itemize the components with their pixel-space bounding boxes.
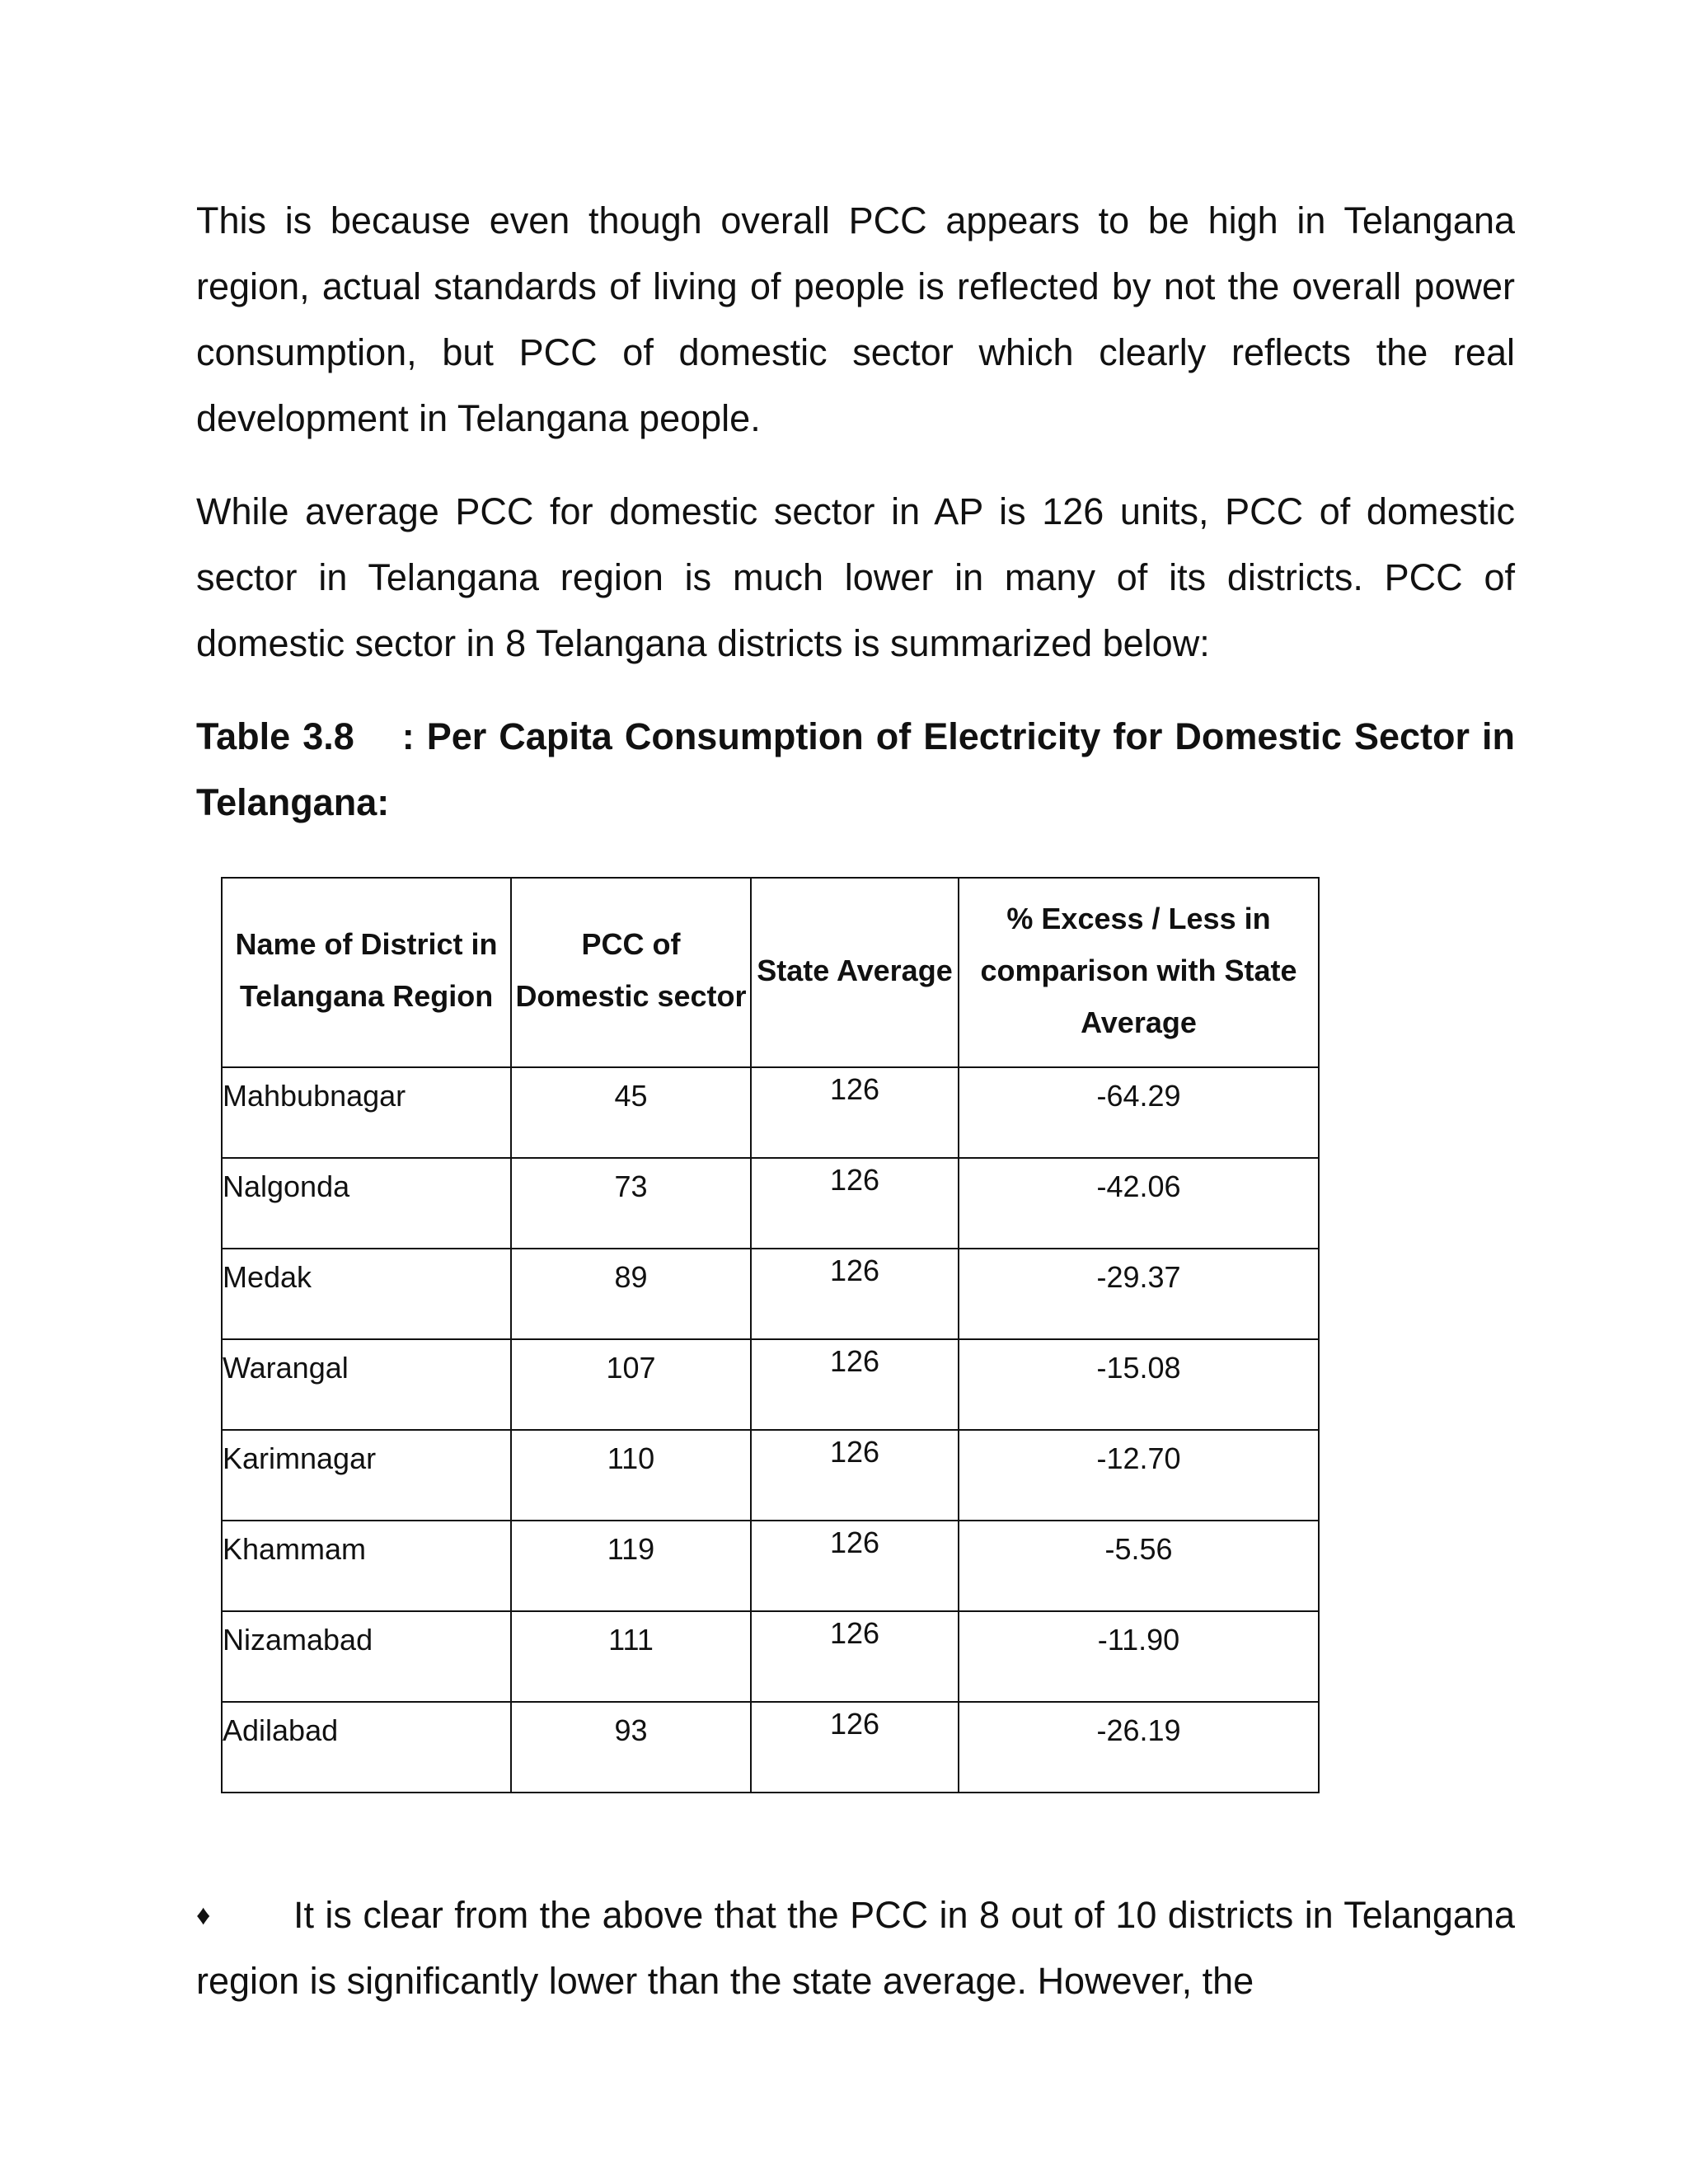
header-pcc: PCC of Domestic sector xyxy=(511,878,751,1067)
paragraph-conclusion xyxy=(196,1882,1515,2014)
cell-percent: -12.70 xyxy=(959,1430,1319,1521)
table-row xyxy=(222,1702,1319,1793)
cell-district: Karimnagar xyxy=(222,1430,511,1521)
cell-district: Warangal xyxy=(222,1339,511,1430)
paragraph-summary: While average PCC for domestic sector in AP is 126 units, PCC of domestic sector in Telangana region is much lower in many of its districts. PCC of domestic sector in 8 Telangana districts is summarized below: xyxy=(196,490,1515,664)
diamond-bullet-icon: ♦ xyxy=(196,1900,211,1931)
cell-percent: -64.29 xyxy=(959,1067,1319,1158)
paragraph-intro: This is because even though overall PCC appears to be high in Telangana region, actual standards of living of people is reflected by not the overall power consumption, but PCC of domestic sector which clearly reflects the real development in Telangana people. xyxy=(196,199,1515,439)
cell-pcc: 73 xyxy=(511,1158,751,1249)
cell-pcc: 111 xyxy=(511,1611,751,1702)
cell-pcc: 45 xyxy=(511,1067,751,1158)
cell-percent: -11.90 xyxy=(959,1611,1319,1702)
cell-pcc: 93 xyxy=(511,1702,751,1793)
cell-percent: -5.56 xyxy=(959,1521,1319,1611)
table-caption-title: : Per Capita Consumption of Electricity for Domestic Sector in Telangana: xyxy=(196,715,1515,823)
cell-pcc: 110 xyxy=(511,1430,751,1521)
header-state-average: State Average xyxy=(751,878,959,1067)
pcc-table xyxy=(221,877,1320,1793)
table-row xyxy=(222,1158,1319,1249)
cell-district: Adilabad xyxy=(222,1702,511,1793)
cell-district: Mahbubnagar xyxy=(222,1067,511,1158)
table-caption-label: Table 3.8 xyxy=(196,715,354,757)
cell-district: Khammam xyxy=(222,1521,511,1611)
conclusion-text: It is clear from the above that the PCC in 8 out of 10 districts in Telangana region is significantly lower than the state average. However, the xyxy=(196,1894,1515,2002)
header-percent-excess: % Excess / Less in comparison with State Average xyxy=(959,878,1319,1067)
table-row xyxy=(222,1249,1319,1339)
cell-state-average: 126 xyxy=(751,1249,959,1339)
cell-pcc: 119 xyxy=(511,1521,751,1611)
cell-percent: -26.19 xyxy=(959,1702,1319,1793)
table-row xyxy=(222,1521,1319,1611)
cell-state-average: 126 xyxy=(751,1158,959,1249)
cell-pcc: 107 xyxy=(511,1339,751,1430)
table-row xyxy=(222,1611,1319,1702)
cell-state-average: 126 xyxy=(751,1430,959,1521)
cell-district: Nalgonda xyxy=(222,1158,511,1249)
header-district: Name of District in Telangana Region xyxy=(222,878,511,1067)
cell-state-average: 126 xyxy=(751,1702,959,1793)
document-page xyxy=(196,188,1515,2041)
table-row xyxy=(222,1430,1319,1521)
cell-district: Medak xyxy=(222,1249,511,1339)
cell-percent: -15.08 xyxy=(959,1339,1319,1430)
cell-state-average: 126 xyxy=(751,1521,959,1611)
cell-state-average: 126 xyxy=(751,1611,959,1702)
cell-percent: -42.06 xyxy=(959,1158,1319,1249)
cell-percent: -29.37 xyxy=(959,1249,1319,1339)
table-row xyxy=(222,1067,1319,1158)
table-row xyxy=(222,1339,1319,1430)
table-caption xyxy=(196,704,1515,836)
cell-state-average: 126 xyxy=(751,1339,959,1430)
table-header-row xyxy=(222,878,1319,1067)
cell-district: Nizamabad xyxy=(222,1611,511,1702)
cell-state-average: 126 xyxy=(751,1067,959,1158)
cell-pcc: 89 xyxy=(511,1249,751,1339)
